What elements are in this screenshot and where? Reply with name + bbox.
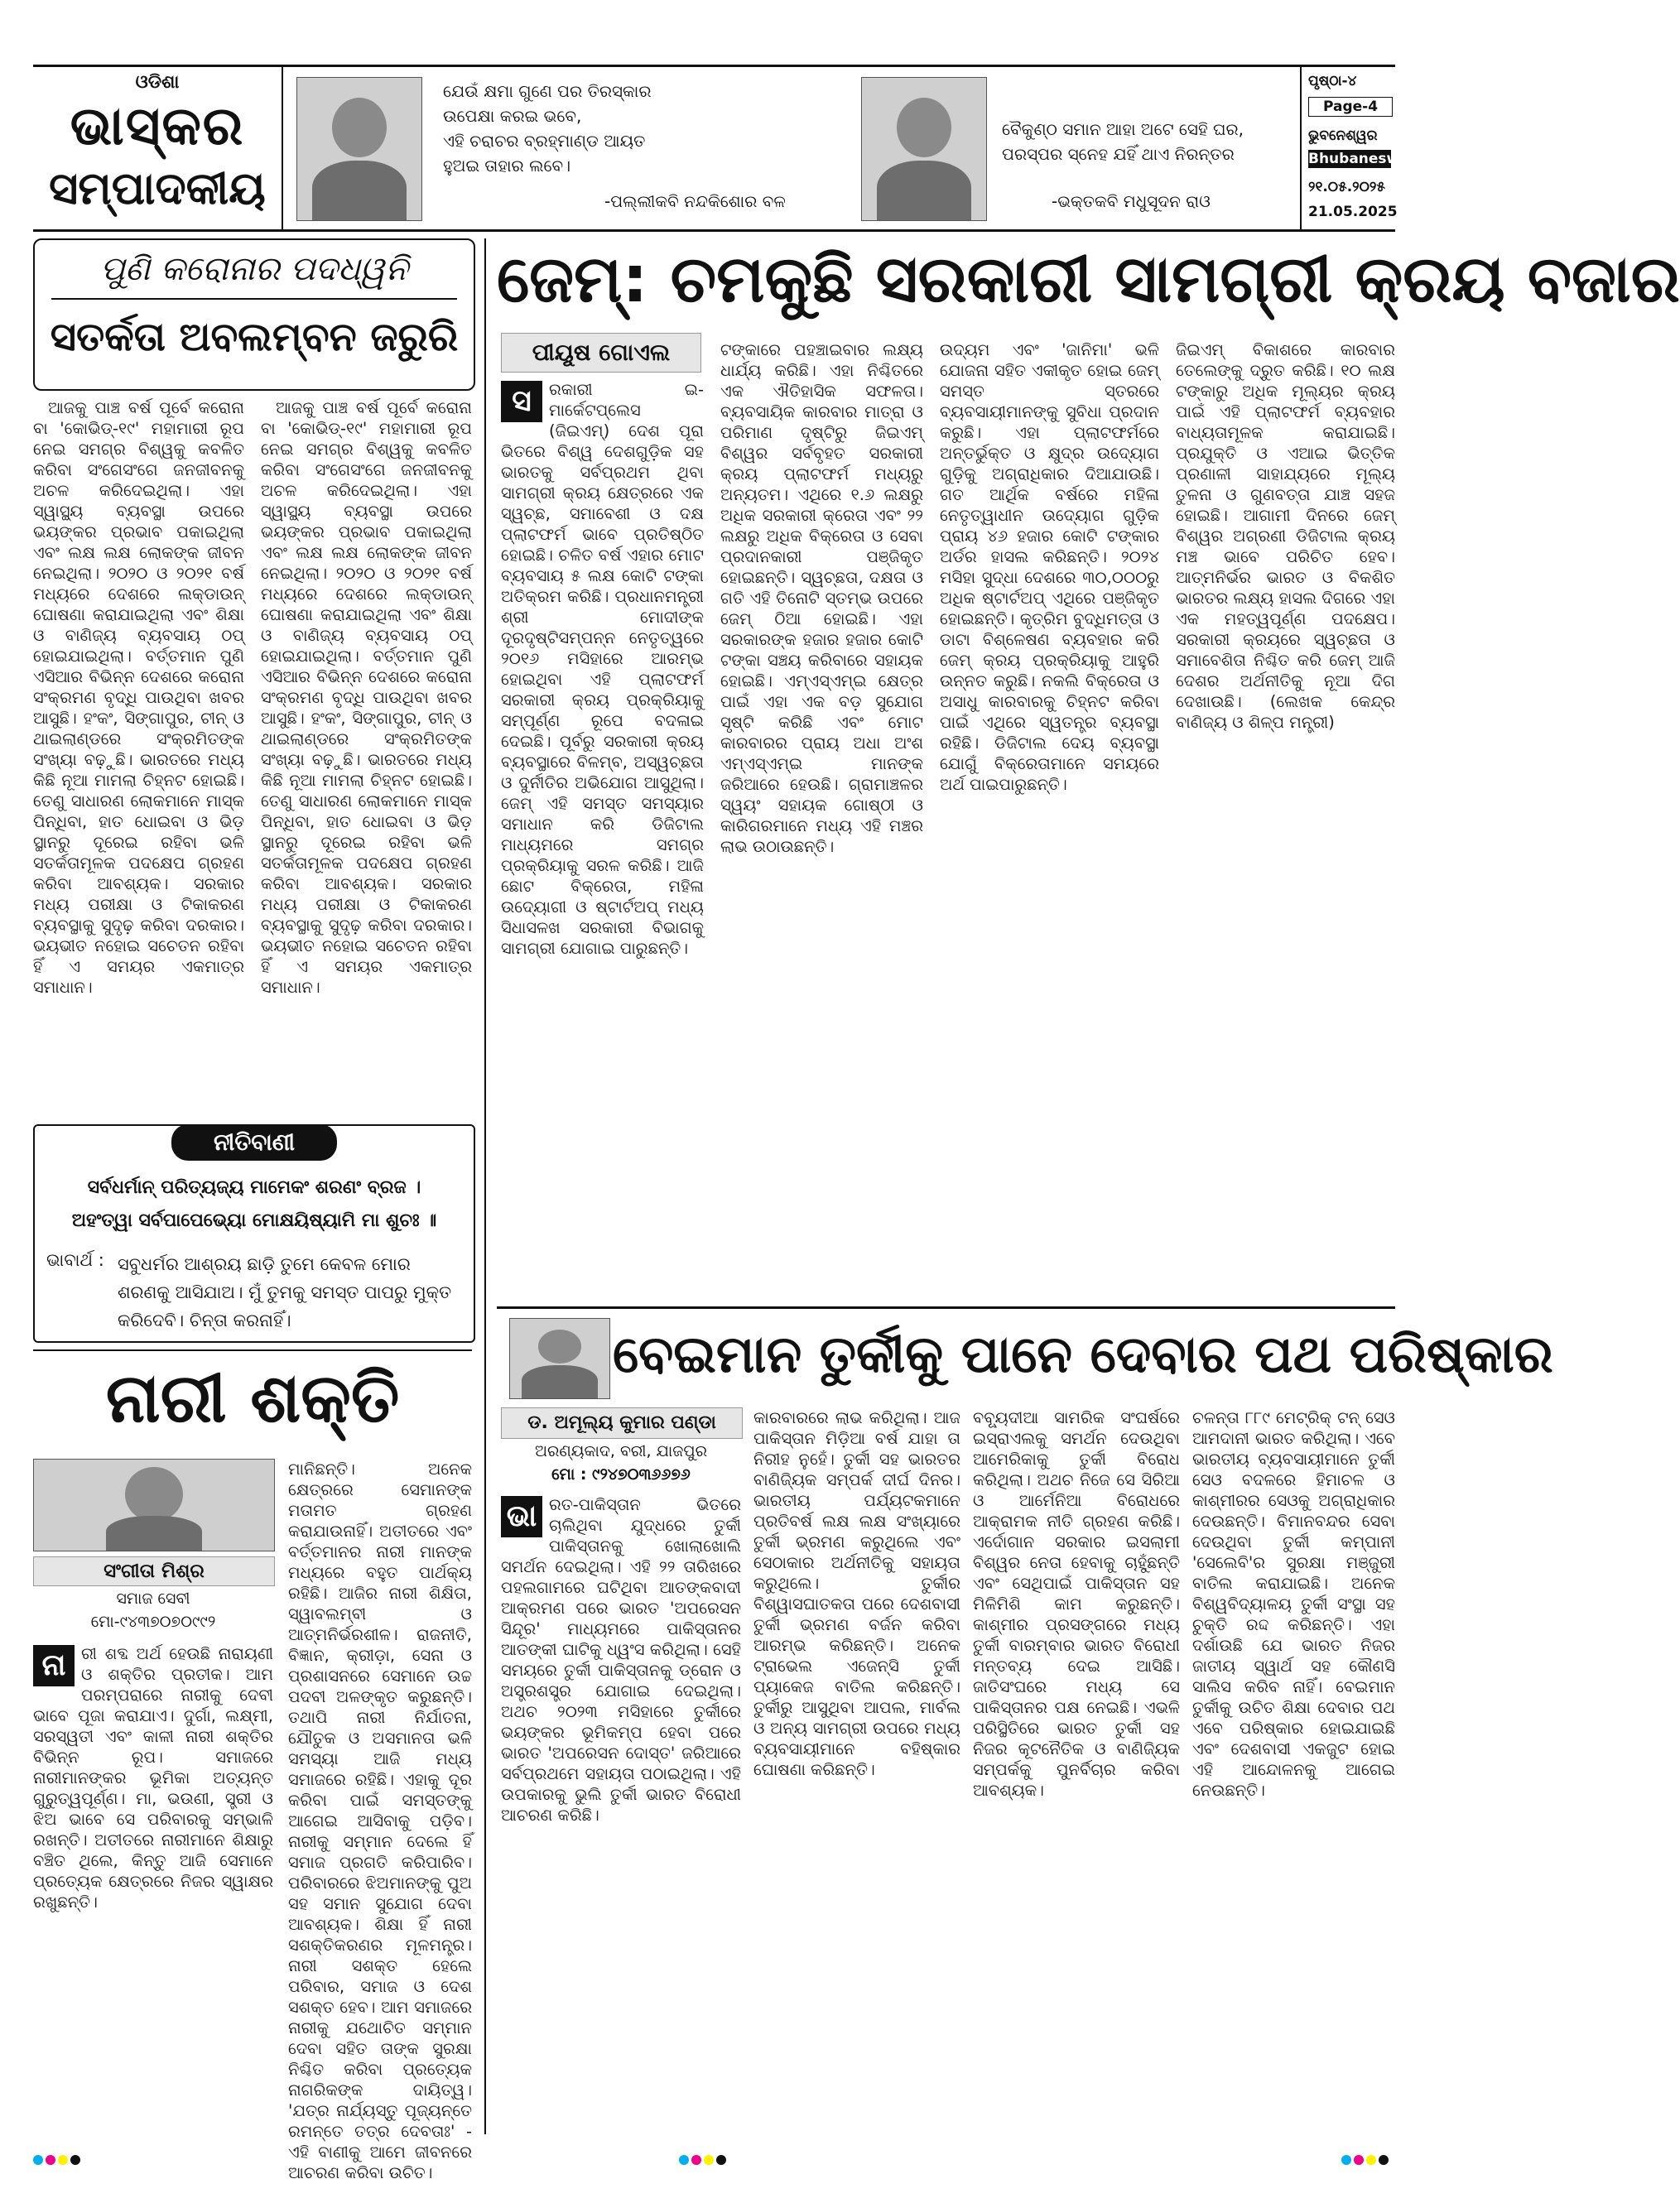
gem-col1 (501, 379, 704, 1298)
gem-col4-text: ଜିଇଏମ୍‌ ବିକାଶରେ କାରବାର ତେଲେଙ୍କୁ ଦ୍ରୁତ କରିଛି। ୧୦ ଲକ୍ଷ ଟଙ୍କାରୁ ଅଧିକ ମୂଲ୍ୟର କ୍ରୟ ପାଇଁ ଏହି ପ୍ଲାଟଫର୍ମ ବ୍ୟବହାର ବାଧ୍ୟତାମୂଳକ କରାଯାଇଛି। ପ୍ରଯୁକ୍ତି ଓ ଏଆଇ ଭିତ୍ତିକ ପ୍ରଣାଳୀ ସାହାଯ୍ୟରେ ମୂଲ୍ୟ ତୁଳନା ଓ ଗୁଣବତ୍ତା ଯାଞ୍ଚ ସହଜ ହୋଇଛି। ଆଗାମୀ ଦିନରେ ଜେମ୍‌ ବିଶ୍ୱର ଅଗ୍ରଣୀ ଡିଜିଟାଲ କ୍ରୟ ମଞ୍ଚ ଭାବେ ପରିଚିତ ହେବ। ଆତ୍ମନିର୍ଭର ଭାରତ ଓ ବିକଶିତ ଭାରତର ଲକ୍ଷ୍ୟ ହାସଲ ଦିଗରେ ଏହା ଏକ ମହତ୍ୱପୂର୍ଣ୍ଣ ପଦକ୍ଷେପ। ସରକାରୀ କ୍ରୟରେ ସ୍ୱଚ୍ଛତା ଓ ସମାବେଶିତା ନିଶ୍ଚିତ କରି ଜେମ୍‌ ଆଜି ଦେଶର ଅର୍ଥନୀତିକୁ ନୂଆ ଦିଗ ଦେଖାଉଛି। (ଲେଖକ କେନ୍ଦ୍ର ବାଣିଜ୍ୟ ଓ ଶିଳ୍ପ ମନ୍ତ୍ରୀ) (1176, 340, 1395, 732)
turkey-author-name: ଡ. ଅମୂଲ୍ୟ କୁମାର ପଣ୍ଡା (501, 1407, 743, 1439)
gem-byline: ପୀୟୂଷ ଗୋଏଲ (501, 333, 701, 373)
nari-dropcap: ନା (33, 1645, 75, 1686)
turkey-dropcap: ଭା (501, 1496, 542, 1537)
turkey-col2 (753, 1407, 960, 2128)
nitibani-meaning: ସବୁଧର୍ମର ଆଶ୍ରୟ ଛାଡ଼ି ତୁମେ କେବଳ ମୋର ଶରଣକୁ ଆସିଯାଅ। ମୁଁ ତୁମକୁ ସମସ୍ତ ପାପରୁ ମୁକ୍ତ କରିଦେବି। ଚିନ୍ତା କରନାହିଁ। (118, 1254, 452, 1330)
gem-col4 (1176, 339, 1395, 1298)
quote-2: ବୈକୁଣ୍ଠ ସମାନ ଆହା ଅଟେ ସେହି ଘର, ପରସ୍ପର ସ୍ନେହ ଯହିଁ ଥାଏ ନିରନ୍ତର (1002, 119, 1244, 164)
page-number-en: Page-4 (1308, 97, 1393, 117)
author-photo-amulya (509, 1318, 610, 1399)
author-photo-sangita (33, 1459, 275, 1551)
nari-body-part2: ମାନିଛନ୍ତି। ଅନେକ କ୍ଷେତ୍ରରେ ସେମାନଙ୍କ ମତାମତ ଗ୍ରହଣ କରାଯାଉନାହିଁ। ଅତୀତରେ ଏବଂ ବର୍ତ୍ତମାନର ନାରୀ ମାନଙ୍କ ମଧ୍ୟରେ ବହୁତ ପାର୍ଥକ୍ୟ ରହିଛି। ଆଜିର ନାରୀ ଶିକ୍ଷିତା, ସ୍ୱାବଲମ୍ବୀ ଓ ଆତ୍ମନିର୍ଭରଶୀଳ। ରାଜନୀତି, ବିଜ୍ଞାନ, କ୍ରୀଡ଼ା, ସେନା ଓ ପ୍ରଶାସନରେ ସେମାନେ ଉଚ୍ଚ ପଦବୀ ଅଳଙ୍କୃତ କରୁଛନ୍ତି। ତଥାପି ନାରୀ ନିର୍ଯାତନା, ଯୌତୁକ ଓ ଅସମାନତା ଭଳି ସମସ୍ୟା ଆଜି ମଧ୍ୟ ସମାଜରେ ରହିଛି। ଏହାକୁ ଦୂର କରିବା ପାଇଁ ସମସ୍ତଙ୍କୁ ଆଗେଇ ଆସିବାକୁ ପଡ଼ିବ। ନାରୀକୁ ସମ୍ମାନ ଦେଲେ ହିଁ ସମାଜ ପ୍ରଗତି କରିପାରିବ। ପରିବାରରେ ଝିଅମାନଙ୍କୁ ପୁଅ ସହ ସମାନ ସୁଯୋଗ ଦେବା ଆବଶ୍ୟକ। ଶିକ୍ଷା ହିଁ ନାରୀ ସଶକ୍ତିକରଣର ମୂଳମନ୍ତ୍ର। ନାରୀ ସଶକ୍ତ ହେଲେ ପରିବାର, ସମାଜ ଓ ଦେଶ ସଶକ୍ତ ହେବ। ଆମ ସମାଜରେ ନାରୀକୁ ଯଥୋଚିତ ସମ୍ମାନ ଦେବା ସହିତ ତାଙ୍କ ସୁରକ୍ଷା ନିଶ୍ଚିତ କରିବା ପ୍ରତ୍ୟେକ ନାଗରିକଙ୍କ ଦାୟିତ୍ୱ। 'ଯତ୍ର ନାର୍ଯ୍ୟସ୍ତୁ ପୂଜ୍ୟନ୍ତେ ରମନ୍ତେ ତତ୍ର ଦେବତାଃ' - ଏହି ବାଣୀକୁ ଆମେ ଜୀବନରେ ଆଚରଣ କରିବା ଉଚିତ। (288, 1460, 472, 2182)
gem-col3 (940, 339, 1159, 1298)
gem-col2 (720, 339, 923, 1298)
editorial-body-continued: ଆଜକୁ ପାଞ୍ଚ ବର୍ଷ ପୂର୍ବେ କରୋନା ବା 'କୋଭିଡ୍‌-୧୯' ମହାମାରୀ ରୂପ ନେଇ ସମଗ୍ର ବିଶ୍ୱକୁ କବଳିତ କରିବା ସଂଗେସଂଗେ ଜନଜୀବନକୁ ଅଚଳ କରିଦେଇଥିଲା। ଏହା ସ୍ୱାସ୍ଥ୍ୟ ବ୍ୟବସ୍ଥା ଉପରେ ଭୟଙ୍କର ପ୍ରଭାବ ପକାଇଥିଲା ଏବଂ ଲକ୍ଷ ଲକ୍ଷ ଲୋକଙ୍କ ଜୀବନ ନେଇଥିଲା। ୨୦୨୦ ଓ ୨୦୨୧ ବର୍ଷ ମଧ୍ୟରେ ଦେଶରେ ଲକ୍‌ଡାଉନ୍‌ ଘୋଷଣା କରାଯାଇଥିଲା ଏବଂ ଶିକ୍ଷା ଓ ବାଣିଜ୍ୟ ବ୍ୟବସାୟ ଠପ୍‌ ହୋଇଯାଇଥିଲା। ବର୍ତ୍ତମାନ ପୁଣି ଏସିଆର ବିଭିନ୍ନ ଦେଶରେ କରୋନା ସଂକ୍ରମଣ ବୃଦ୍ଧି ପାଉଥିବା ଖବର ଆସୁଛି। ହଂକଂ, ସିଙ୍ଗାପୁର, ଚୀନ୍‌ ଓ ଥାଇଲାଣ୍ଡରେ ସଂକ୍ରମିତଙ୍କ ସଂଖ୍ୟା ବଢ଼ୁଛି। ଭାରତରେ ମଧ୍ୟ କିଛି ନୂଆ ମାମଲା ଚିହ୍ନଟ ହୋଇଛି। ତେଣୁ ସାଧାରଣ ଲୋକମାନେ ମାସ୍କ ପିନ୍ଧିବା, ହାତ ଧୋଇବା ଓ ଭିଡ଼ ସ୍ଥାନରୁ ଦୂରେଇ ରହିବା ଭଳି ସତର୍କତାମୂଳକ ପଦକ୍ଷେପ ଗ୍ରହଣ କରିବା ଆବଶ୍ୟକ। ସରକାର ମଧ୍ୟ ପରୀକ୍ଷା ଓ ଟିକାକରଣ ବ୍ୟବସ୍ଥାକୁ ସୁଦୃଢ଼ କରିବା ଦରକାର। ଭୟଭୀତ ନହୋଇ ସଚେତନ ରହିବା ହିଁ ଏ ସମୟର ଏକମାତ୍ର ସମାଧାନ। (261, 398, 472, 997)
turkey-author-place: ଅରଣ୍ୟକାଦ, ବରୀ, ଯାଜପୁର (535, 1442, 707, 1460)
registration-dots-left (33, 2152, 83, 2168)
logo (33, 67, 283, 229)
page-number-odia: ପୃଷ୍ଠା-୪ (1308, 73, 1357, 89)
nitibani-box (33, 1124, 475, 1343)
turkey-author-phone: ମୋ : ୯୨୪୭୦୩୬୬୭୬ (551, 1465, 691, 1484)
author-role-sangita: ସମାଜ ସେବୀ (116, 1590, 190, 1608)
turkey-col1-text: ରତ-ପାକିସ୍ତାନ ଭିତରେ ଚାଲିଥିବା ଯୁଦ୍ଧରେ ତୁର୍କୀ ପାକିସ୍ତାନକୁ ଖୋଲାଖୋଲି ସମର୍ଥନ ଦେଇଥିଲା। ଏହି ୨୨ ତାରିଖରେ ପହଲଗାମରେ ଘଟିଥିବା ଆତଙ୍କବାଦୀ ଆକ୍ରମଣ ପରେ ଭାରତ 'ଅପରେସନ ସିନ୍ଦୂର' ମାଧ୍ୟମରେ ପାକିସ୍ତାନର ଆତଙ୍କୀ ଘାଟିକୁ ଧ୍ୱଂସ କରିଥିଲା। ସେହି ସମୟରେ ତୁର୍କୀ ପାକିସ୍ତାନକୁ ଡ୍ରୋନ ଓ ଅସ୍ତ୍ରଶସ୍ତ୍ର ଯୋଗାଇ ଦେଇଥିଲା। ଅଥଚ ୨୦୨୩ ମସିହାରେ ତୁର୍କୀରେ ଭୟଙ୍କର ଭୂମିକମ୍ପ ହେବା ପରେ ଭାରତ 'ଅପରେସନ ଦୋସ୍ତ' ଜରିଆରେ ସର୍ବପ୍ରଥମେ ସହାୟତା ପଠାଇଥିଲା। ଏହି ଉପକାରକୁ ଭୁଲି ତୁର୍କୀ ଭାରତ ବିରୋଧୀ ଆଚରଣ କରିଛି। (501, 1495, 741, 1825)
nitibani-meaning-label: ଭାବାର୍ଥ : (46, 1250, 104, 1270)
section-rule (497, 1306, 1395, 1309)
nari-body-part1: ରୀ ଶବ୍ଦ ଅର୍ଥ ହେଉଛି ନାରାୟଣୀ ଓ ଶକ୍ତିର ପ୍ରତୀକ। ଆମ ପରମ୍ପରାରେ ନାରୀକୁ ଦେବୀ ଭାବେ ପୂଜା କରାଯାଏ। ଦୁର୍ଗା, ଲକ୍ଷ୍ମୀ, ସରସ୍ୱତୀ ଏବଂ କାଳୀ ନାରୀ ଶକ୍ତିର ବିଭିନ୍ନ ରୂପ। ସମାଜରେ ନାରୀମାନଙ୍କର ଭୂମିକା ଅତ୍ୟନ୍ତ ଗୁରୁତ୍ୱପୂର୍ଣ୍ଣ। ମା, ଭଉଣୀ, ସ୍ତ୍ରୀ ଓ ଝିଅ ଭାବେ ସେ ପରିବାରକୁ ସମ୍ଭାଳି ରଖନ୍ତି। ଅତୀତରେ ନାରୀମାନେ ଶିକ୍ଷାରୁ ବଞ୍ଚିତ ଥିଲେ, କିନ୍ତୁ ଆଜି ସେମାନେ ପ୍ରତ୍ୟେକ କ୍ଷେତ୍ରରେ ନିଜର ସ୍ୱାକ୍ଷର ରଖୁଛନ୍ତି। (33, 1644, 273, 1912)
logo-section: ସମ୍ପାଦକୀୟ (49, 162, 266, 214)
quote-1: ଯେଉଁ କ୍ଷମା ଗୁଣେ ପର ତିରସ୍କାର ଉପେକ୍ଷା କରଇ ଭବେ, ଏହି ଚରାଚର ବ୍ରହ୍ମାଣ୍ଡ ଆୟତ ହୁଅଇ ତାହାର ଲବେ। (443, 81, 652, 176)
city-en: Bhubaneswar (1308, 151, 1417, 167)
logo-title: ଭାସ୍କର (70, 96, 245, 157)
nitibani-title: ନୀତିବାଣୀ (171, 1124, 337, 1161)
editorial-title-box (33, 238, 475, 391)
logo-state: ଓଡିଶା (135, 72, 180, 93)
turkey-col4-text: ଚଳନ୍ତା ୮୮୯ ମେଟ୍ରିକ୍‌ ଟନ୍‌ ସେଓ ଆମଦାନୀ ଭାରତ କରିଥିଲା। ଏବେ ଭାରତୀୟ ବ୍ୟବସାୟୀମାନେ ତୁର୍କୀ ସେଓ ବଦଳରେ ହିମାଚଳ ଓ କାଶ୍ମୀରର ସେଓକୁ ଅଗ୍ରାଧିକାର ଦେଉଛନ୍ତି। ବିମାନବନ୍ଦର ସେବା ଦେଉଥିବା ତୁର୍କୀ କମ୍ପାନୀ 'ସେଲେବି'ର ସୁରକ୍ଷା ମଞ୍ଜୁରୀ ବାତିଲ କରାଯାଇଛି। ଅନେକ ବିଶ୍ୱବିଦ୍ୟାଳୟ ତୁର୍କୀ ସଂସ୍ଥା ସହ ଚୁକ୍ତି ରଦ୍ଦ କରିଛନ୍ତି। ଏହା ଦର୍ଶାଉଛି ଯେ ଭାରତ ନିଜର ଜାତୀୟ ସ୍ୱାର୍ଥ ସହ କୌଣସି ସାଲିସ କରିବ ନାହିଁ। ବେଇମାନ ତୁର୍କୀକୁ ଉଚିତ ଶିକ୍ଷା ଦେବାର ପଥ ଏବେ ପରିଷ୍କାର ହୋଇଯାଇଛି ଏବଂ ଦେଶବାସୀ ଏକଜୁଟ ହୋଇ ଏହି ଆନ୍ଦୋଳନକୁ ଆଗେଇ ନେଉଛନ୍ତି। (1192, 1408, 1395, 1800)
author-phone-sangita: ମୋ-୯୪୩୭୦୭୦୯୯୨ (90, 1613, 216, 1631)
date-en: 21.05.2025 (1308, 204, 1398, 220)
gem-dropcap: ସ (501, 381, 542, 422)
turkey-col3-text: ବବ୍ୟୂଦୀଆ ସାମରିକ ସଂଘର୍ଷରେ ଇସ୍ରାଏଲକୁ ସମର୍ଥନ ଦେଉଥିବା ଆମେରିକାକୁ ତୁର୍କୀ ବିରୋଧ କରିଥିଲା। ଅଥଚ ନିଜେ ସେ ସିରିଆ ଓ ଆର୍ମେନିଆ ବିରୋଧରେ ଆକ୍ରାମକ ନୀତି ଗ୍ରହଣ କରିଛି। ଏର୍ଦୋଗାନ ସରକାର ଇସଲାମୀ ବିଶ୍ୱର ନେତା ହେବାକୁ ଚାହୁଁଛନ୍ତି ଏବଂ ସେଥିପାଇଁ ପାକିସ୍ତାନ ସହ ମିଳିମିଶି କାମ କରୁଛନ୍ତି। କାଶ୍ମୀର ପ୍ରସଙ୍ଗରେ ମଧ୍ୟ ତୁର୍କୀ ବାରମ୍ବାର ଭାରତ ବିରୋଧୀ ମନ୍ତବ୍ୟ ଦେଇ ଆସିଛି। ଜାତିସଂଘରେ ମଧ୍ୟ ସେ ପାକିସ୍ତାନର ପକ୍ଷ ନେଇଛି। ଏଭଳି ପରିସ୍ଥିତିରେ ଭାରତ ତୁର୍କୀ ସହ ନିଜର କୂଟନୈତିକ ଓ ବାଣିଜ୍ୟିକ ସମ୍ପର୍କକୁ ପୁନର୍ବିଚାର କରିବା ଆବଶ୍ୟକ। (973, 1408, 1180, 1800)
registration-dots-center (679, 2152, 729, 2168)
city-odia: ଭୁବନେଶ୍ୱର (1308, 127, 1378, 144)
column-divider (484, 238, 486, 2134)
nari-title: ନାରୀ ଶକ୍ତି (105, 1359, 400, 1438)
nari-body-col1 (33, 1643, 273, 2128)
author-name-sangita: ସଂଗୀତା ମିଶ୍ର (33, 1556, 275, 1586)
masthead (33, 65, 1417, 232)
turkey-col4 (1192, 1407, 1395, 2128)
nitibani-verse-1: ସର୍ବଧର୍ମାନ୍‌ ପରିତ୍ୟଜ୍ୟ ମାମେକଂ ଶରଣଂ ବ୍ରଜ । (87, 1177, 421, 1198)
portrait-nandakishore (296, 77, 422, 221)
registration-dots-right (1341, 2152, 1391, 2168)
date-odia: ୨୧.୦୫.୨୦୨୫ (1308, 179, 1386, 195)
gem-col2-text: ଟଙ୍କାରେ ପହଞ୍ଚାଇବାର ଲକ୍ଷ୍ୟ ଧାର୍ଯ୍ୟ କରିଛି। ଏହା ନିଶ୍ଚିତରେ ଏକ ଐତିହାସିକ ସଫଳତା। ବ୍ୟବସାୟିକ କାରବାର ମାତ୍ରା ଓ ପରିମାଣ ଦୃଷ୍ଟିରୁ ଜିଇଏମ୍‌ ବିଶ୍ୱର ସର୍ବବୃହତ ସରକାରୀ କ୍ରୟ ପ୍ଲାଟଫର୍ମ ମଧ୍ୟରୁ ଅନ୍ୟତମ। ଏଥିରେ ୧.୬ ଲକ୍ଷରୁ ଅଧିକ ସରକାରୀ କ୍ରେତା ଏବଂ ୨୨ ଲକ୍ଷରୁ ଅଧିକ ବିକ୍ରେତା ଓ ସେବା ପ୍ରଦାନକାରୀ ପଞ୍ଜିକୃତ ହୋଇଛନ୍ତି। ସ୍ୱଚ୍ଛତା, ଦକ୍ଷତା ଓ ଗତି ଏହି ତିନୋଟି ସ୍ତମ୍ଭ ଉପରେ ଜେମ୍‌ ଠିଆ ହୋଇଛି। ଏହା ସରକାରଙ୍କ ହଜାର ହଜାର କୋଟି ଟଙ୍କା ସଞ୍ଚୟ କରିବାରେ ସହାୟକ ହୋଇଛି। ଏମ୍‌ଏସ୍‌ଏମ୍‌ଇ କ୍ଷେତ୍ର ପାଇଁ ଏହା ଏକ ବଡ଼ ସୁଯୋଗ ସୃଷ୍ଟି କରିଛି ଏବଂ ମୋଟ କାରବାରର ପ୍ରାୟ ଅଧା ଅଂଶ ଏମ୍‌ଏସ୍‌ଏମ୍‌ଇ ମାନଙ୍କ ଜରିଆରେ ହେଉଛି। ଗ୍ରାମାଞ୍ଚଳର ସ୍ୱୟଂ ସହାୟକ ଗୋଷ୍ଠୀ ଓ କାରିଗରମାନେ ମଧ୍ୟ ଏହି ମଞ୍ଚର ଲାଭ ଉଠାଉଛନ୍ତି। (720, 340, 923, 856)
editorial-title: ସତର୍କତା ଅବଲମ୍ବନ ଜରୁରି (50, 314, 459, 360)
quote-2-author: -ଭକ୍ତକବି ମଧୁସୂଦନ ରାଓ (1052, 191, 1211, 211)
newspaper-page (33, 33, 1680, 2182)
turkey-col2-text: କାରବାରରେ ଲାଭ କରିଥିଲା। ଆଜ ପାକିସ୍ତାନ ମିଡ଼ିଆ ବର୍ଷ ଯାହା ତା ନିରୀହ ନୁହେଁ। ତୁର୍କୀ ସହ ଭାରତର ବାଣିଜ୍ୟିକ ସମ୍ପର୍କ ଦୀର୍ଘ ଦିନର। ଭାରତୀୟ ପର୍ଯ୍ୟଟକମାନେ ପ୍ରତିବର୍ଷ ଲକ୍ଷ ଲକ୍ଷ ସଂଖ୍ୟାରେ ତୁର୍କୀ ଭ୍ରମଣ କରୁଥିଲେ ଏବଂ ସେଠାକାର ଅର୍ଥନୀତିକୁ ସହାୟତା କରୁଥିଲେ। ତୁର୍କୀର ବିଶ୍ୱାସଘାତକତା ପରେ ଦେଶବାସୀ ତୁର୍କୀ ଭ୍ରମଣ ବର୍ଜନ କରିବା ଆରମ୍ଭ କରିଛନ୍ତି। ଅନେକ ଟ୍ରାଭେଲ ଏଜେନ୍ସି ତୁର୍କୀ ପ୍ୟାକେଜ ବାତିଲ କରିଛନ୍ତି। ତୁର୍କୀରୁ ଆସୁଥିବା ଆପଲ, ମାର୍ବଲ ଓ ଅନ୍ୟ ସାମଗ୍ରୀ ଉପରେ ମଧ୍ୟ ବ୍ୟବସାୟୀମାନେ ବହିଷ୍କାର ଘୋଷଣା କରିଛନ୍ତି। (753, 1408, 960, 1779)
turkey-col1 (501, 1494, 741, 2128)
gem-headline: ଜେମ୍‌: ଚମକୁଛି ସରକାରୀ ସାମଗ୍ରୀ କ୍ରୟ ବଜାର (497, 243, 1680, 317)
gem-col3-text: ଉଦ୍ୟମ ଏବଂ 'ଜାନିମା' ଭଳି ଯୋଜନା ସହିତ ଏକୀକୃତ ହୋଇ ଜେମ୍‌ ସମସ୍ତ ସ୍ତରରେ ବ୍ୟବସାୟୀମାନଙ୍କୁ ସୁବିଧା ପ୍ରଦାନ କରୁଛି। ଏହା ପ୍ଲାଟଫର୍ମରେ ଅନ୍ତର୍ଭୁକ୍ତ ଓ କ୍ଷୁଦ୍ର ଉଦ୍ୟୋଗ ଗୁଡ଼ିକୁ ଅଗ୍ରାଧିକାର ଦିଆଯାଉଛି। ଗତ ଆର୍ଥିକ ବର୍ଷରେ ମହିଳା ନେତୃତ୍ୱାଧୀନ ଉଦ୍ୟୋଗ ଗୁଡ଼ିକ ପ୍ରାୟ ୪୬ ହଜାର କୋଟି ଟଙ୍କାର ଅର୍ଡର ହାସଲ କରିଛନ୍ତି। ୨୦୨୪ ମସିହା ସୁଦ୍ଧା ଦେଶରେ ୩୦,୦୦୦ରୁ ଅଧିକ ଷ୍ଟାର୍ଟଅପ୍‌ ଏଥିରେ ପଞ୍ଜିକୃତ ହୋଇଛନ୍ତି। କୃତ୍ରିମ ବୁଦ୍ଧିମତ୍ତା ଓ ଡାଟା ବିଶ୍ଳେଷଣ ବ୍ୟବହାର କରି ଜେମ୍‌ କ୍ରୟ ପ୍ରକ୍ରିୟାକୁ ଆହୁରି ଉନ୍ନତ କରୁଛି। ନକଲି ବିକ୍ରେତା ଓ ଅସାଧୁ କାରବାରକୁ ଚିହ୍ନଟ କରିବା ପାଇଁ ଏଥିରେ ସ୍ୱତନ୍ତ୍ର ବ୍ୟବସ୍ଥା ରହିଛି। ଡିଜିଟାଲ ଦେୟ ବ୍ୟବସ୍ଥା ଯୋଗୁଁ ବିକ୍ରେତାମାନେ ସମୟରେ ଅର୍ଥ ପାଇପାରୁଛନ୍ତି। (940, 340, 1159, 794)
page-info-box (1300, 67, 1417, 229)
turkey-headline: ବେଇମାନ ତୁର୍କୀକୁ ପାନେ ଦେବାର ପଥ ପରିଷ୍କାର (613, 1324, 1553, 1384)
nari-top-rule (33, 1349, 472, 1351)
editorial-kicker: ପୁଣି କରୋନାର ପଦଧ୍ୱନି (100, 250, 408, 288)
editorial-body-col1 (33, 397, 244, 1109)
nitibani-verse-2: ଅହଂତ୍ୱା ସର୍ବପାପେଭ୍ୟୋ ମୋକ୍ଷୟିଷ୍ୟାମି ମା ଶୁଚଃ ॥ (71, 1210, 437, 1231)
turkey-col3 (973, 1407, 1180, 2128)
nari-body-col2 (288, 1459, 472, 2182)
editorial-body: ଆଜକୁ ପାଞ୍ଚ ବର୍ଷ ପୂର୍ବେ କରୋନା ବା 'କୋଭିଡ୍‌-୧୯' ମହାମାରୀ ରୂପ ନେଇ ସମଗ୍ର ବିଶ୍ୱକୁ କବଳିତ କରିବା ସଂଗେସଂଗେ ଜନଜୀବନକୁ ଅଚଳ କରିଦେଇଥିଲା। ଏହା ସ୍ୱାସ୍ଥ୍ୟ ବ୍ୟବସ୍ଥା ଉପରେ ଭୟଙ୍କର ପ୍ରଭାବ ପକାଇଥିଲା ଏବଂ ଲକ୍ଷ ଲକ୍ଷ ଲୋକଙ୍କ ଜୀବନ ନେଇଥିଲା। ୨୦୨୦ ଓ ୨୦୨୧ ବର୍ଷ ମଧ୍ୟରେ ଦେଶରେ ଲକ୍‌ଡାଉନ୍‌ ଘୋଷଣା କରାଯାଇଥିଲା ଏବଂ ଶିକ୍ଷା ଓ ବାଣିଜ୍ୟ ବ୍ୟବସାୟ ଠପ୍‌ ହୋଇଯାଇଥିଲା। ବର୍ତ୍ତମାନ ପୁଣି ଏସିଆର ବିଭିନ୍ନ ଦେଶରେ କରୋନା ସଂକ୍ରମଣ ବୃଦ୍ଧି ପାଉଥିବା ଖବର ଆସୁଛି। ହଂକଂ, ସିଙ୍ଗାପୁର, ଚୀନ୍‌ ଓ ଥାଇଲାଣ୍ଡରେ ସଂକ୍ରମିତଙ୍କ ସଂଖ୍ୟା ବଢ଼ୁଛି। ଭାରତରେ ମଧ୍ୟ କିଛି ନୂଆ ମାମଲା ଚିହ୍ନଟ ହୋଇଛି। ତେଣୁ ସାଧାରଣ ଲୋକମାନେ ମାସ୍କ ପିନ୍ଧିବା, ହାତ ଧୋଇବା ଓ ଭିଡ଼ ସ୍ଥାନରୁ ଦୂରେଇ ରହିବା ଭଳି ସତର୍କତାମୂଳକ ପଦକ୍ଷେପ ଗ୍ରହଣ କରିବା ଆବଶ୍ୟକ। ସରକାର ମଧ୍ୟ ପରୀକ୍ଷା ଓ ଟିକାକରଣ ବ୍ୟବସ୍ଥାକୁ ସୁଦୃଢ଼ କରିବା ଦରକାର। ଭୟଭୀତ ନହୋଇ ସଚେତନ ରହିବା ହିଁ ଏ ସମୟର ଏକମାତ୍ର ସମାଧାନ। (33, 398, 244, 997)
gem-col1-text: ରକାରୀ ଇ-ମାର୍କେଟପ୍ଲେସ (ଜିଇଏମ୍‌) ଦେଶ ପୂରା ଭିତରେ ବିଶ୍ୱ ଦେଶଗୁଡ଼ିକ ସହ ଭାରତକୁ ସର୍ବପ୍ରଥମ ଥିବା ସାମଗ୍ରୀ କ୍ରୟ କ୍ଷେତ୍ରରେ ଏକ ସ୍ୱଚ୍ଛ, ସମାବେଶୀ ଓ ଦକ୍ଷ ପ୍ଲାଟଫର୍ମ ଭାବେ ପ୍ରତିଷ୍ଠିତ ହୋଇଛି। ଚଳିତ ବର୍ଷ ଏହାର ମୋଟ ବ୍ୟବସାୟ ୫ ଲକ୍ଷ କୋଟି ଟଙ୍କା ଅତିକ୍ରମ କରିଛି। ପ୍ରଧାନମନ୍ତ୍ରୀ ଶ୍ରୀ ମୋଦୀଙ୍କ ଦୂରଦୃଷ୍ଟିସମ୍ପନ୍ନ ନେତୃତ୍ୱରେ ୨୦୧୬ ମସିହାରେ ଆରମ୍ଭ ହୋଇଥିବା ଏହି ପ୍ଲାଟଫର୍ମ ସରକାରୀ କ୍ରୟ ପ୍ରକ୍ରିୟାକୁ ସମ୍ପୂର୍ଣ୍ଣ ରୂପେ ବଦଳାଇ ଦେଇଛି। ପୂର୍ବରୁ ସରକାରୀ କ୍ରୟ ବ୍ୟବସ୍ଥାରେ ବିଳମ୍ବ, ଅସ୍ୱଚ୍ଛତା ଓ ଦୁର୍ନୀତିର ଅଭିଯୋଗ ଆସୁଥିଲା। ଜେମ୍‌ ଏହି ସମସ୍ତ ସମସ୍ୟାର ସମାଧାନ କରି ଡିଜିଟାଲ ମାଧ୍ୟମରେ ସମଗ୍ର ପ୍ରକ୍ରିୟାକୁ ସରଳ କରିଛି। ଆଜି ଛୋଟ ବିକ୍ରେତା, ମହିଳା ଉଦ୍ୟୋଗୀ ଓ ଷ୍ଟାର୍ଟଅପ୍‌ ମଧ୍ୟ ସିଧାସଳଖ ସରକାରୀ ବିଭାଗକୁ ସାମଗ୍ରୀ ଯୋଗାଇ ପାରୁଛନ୍ତି। (501, 380, 704, 958)
portrait-madhusudan (861, 77, 987, 221)
editorial-body-col2 (261, 397, 472, 1109)
quote-1-author: -ପଲ୍ଲୀକବି ନନ୍ଦକିଶୋର ବଳ (604, 191, 786, 211)
